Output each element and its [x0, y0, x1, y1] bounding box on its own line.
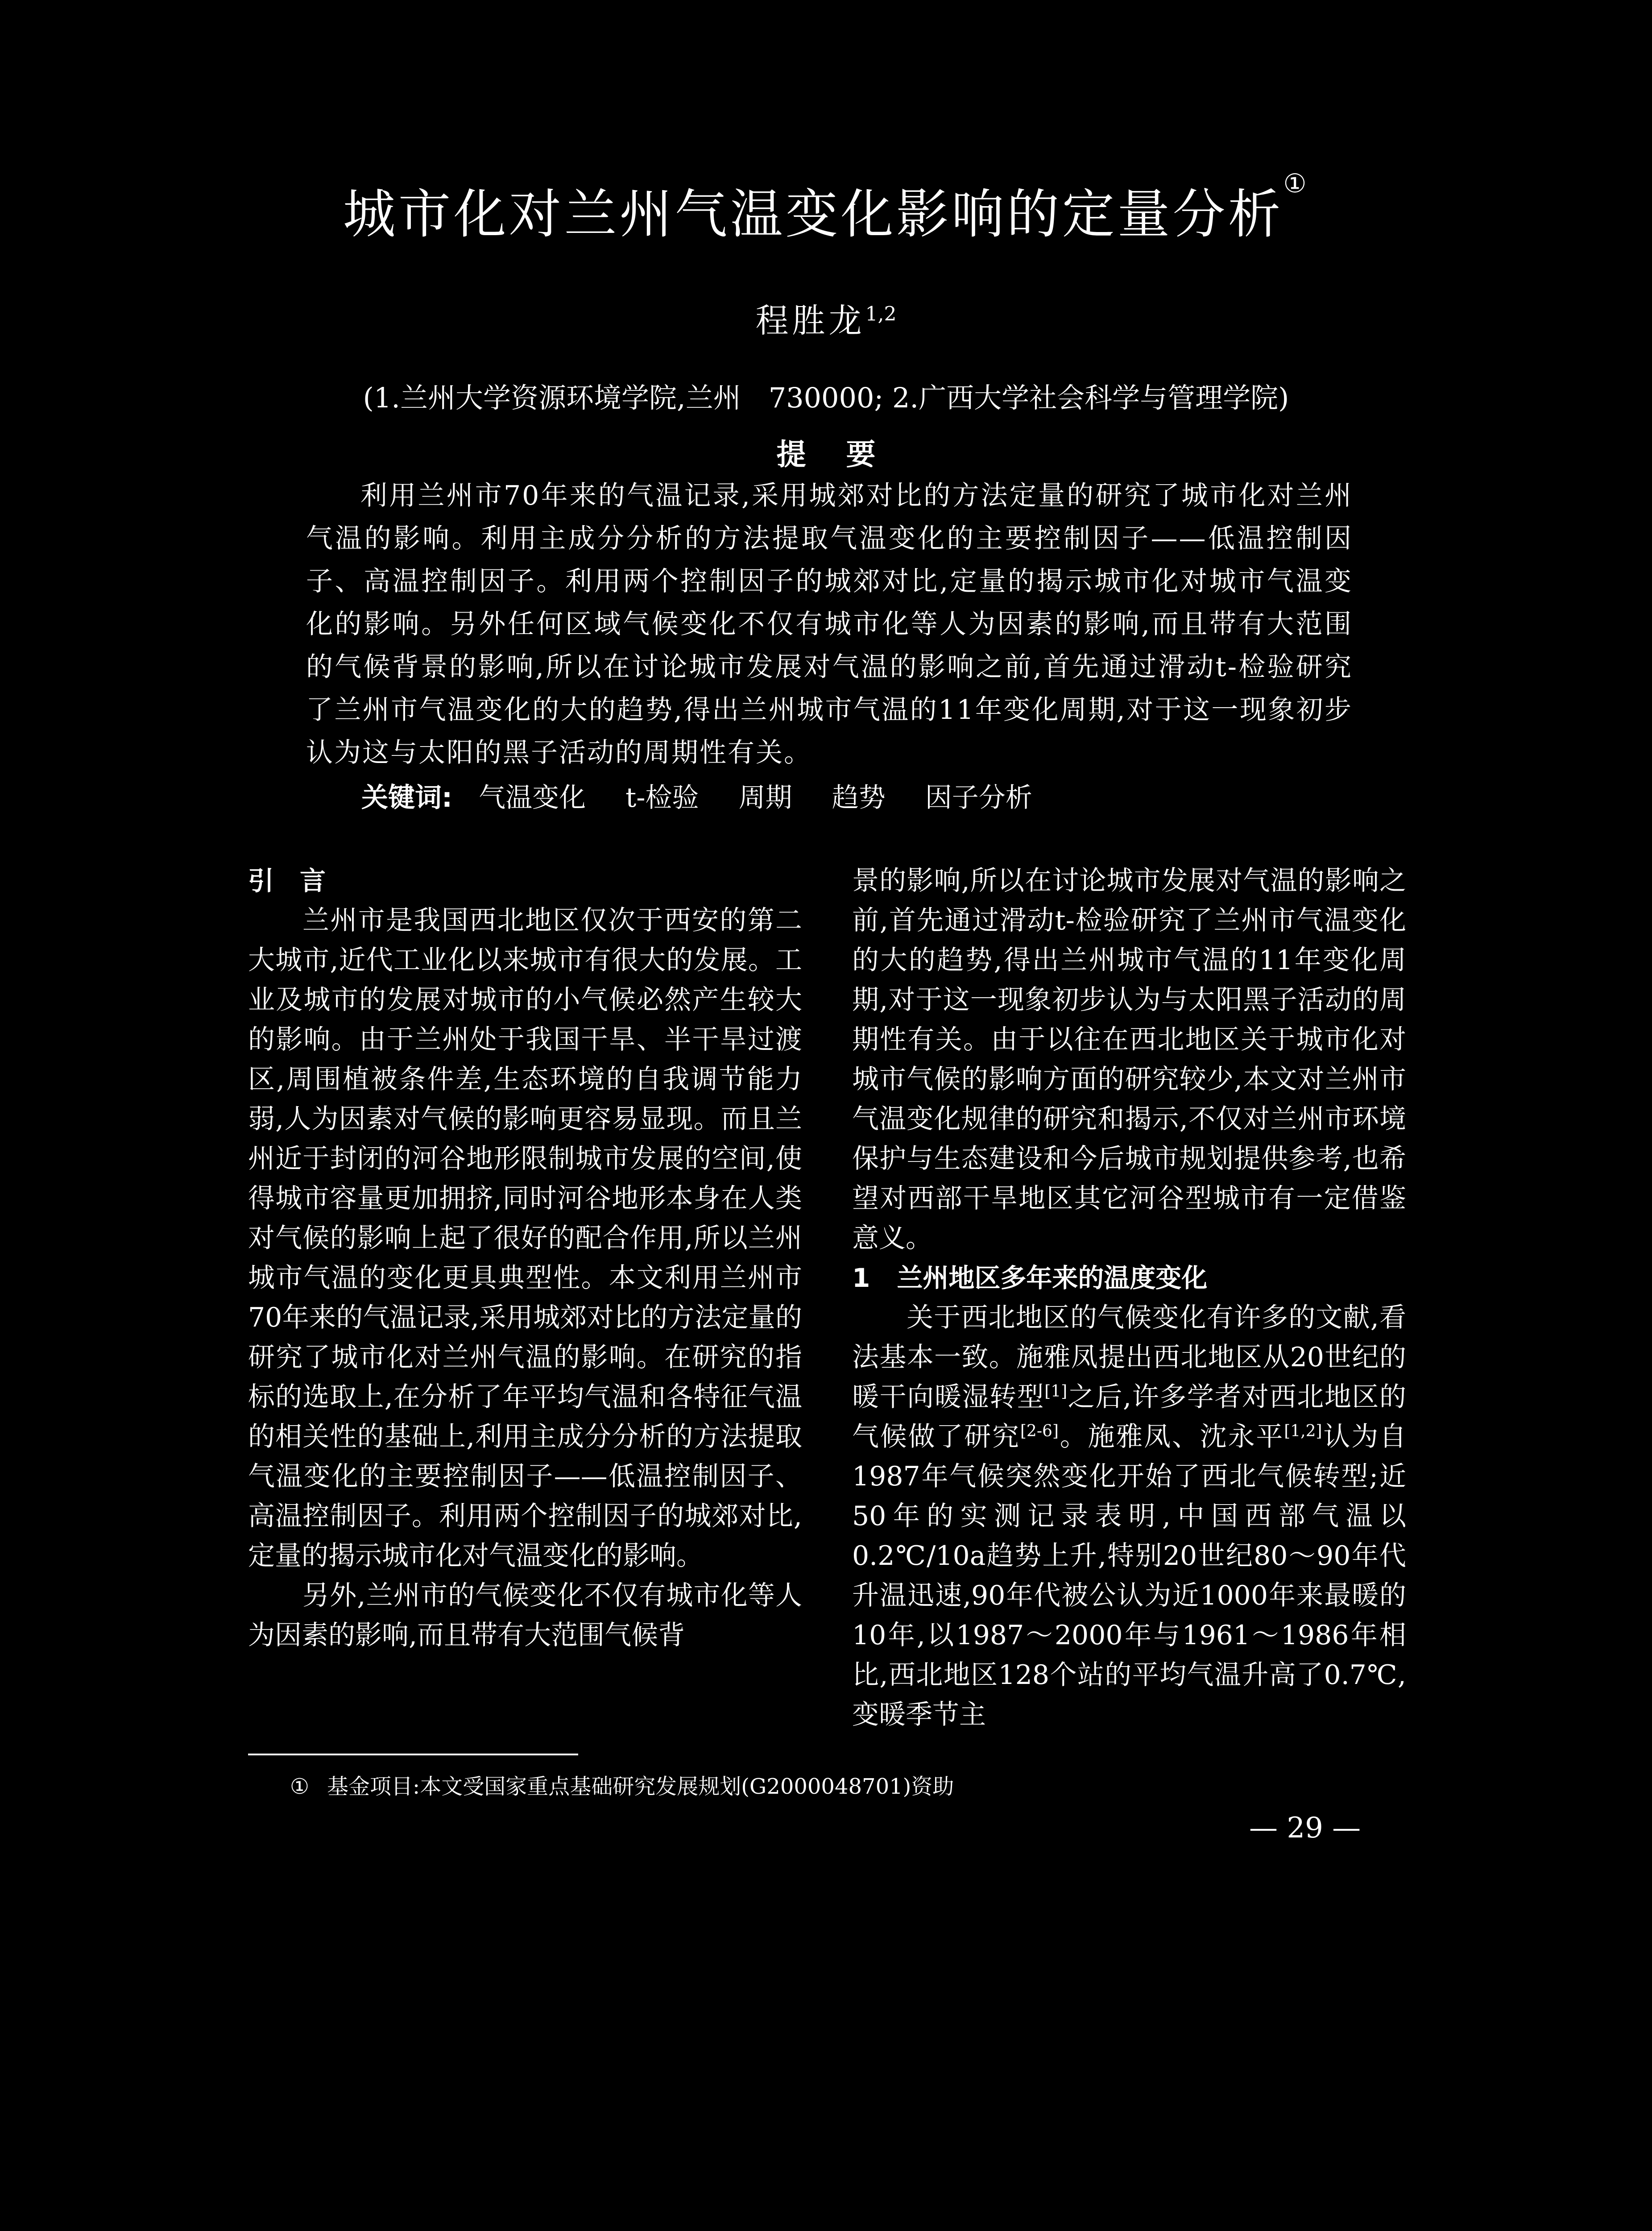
keywords: [361, 776, 1064, 815]
left-column: [248, 861, 802, 1655]
citation: [1,2]: [1284, 1422, 1322, 1440]
abstract-text: 利用兰州市70年来的气温记录,采用城郊对比的方法定量的研究了城市化对兰州气温的影响。利用主成分分析的方法提取气温变化的主要控制因子——低温控制因子、高温控制因子。利用两个控制因子的城郊对比,定量的揭示城市化对城市气温变化的影响。另外任何区域气候变化不仅有城市化等人为因素的影响,而且带有大范围的气候背景的影响,所以在讨论城市发展对气温的影响之前,首先通过滑动t-检验研究了兰州市气温变化的大的趋势,得出兰州城市气温的11年变化周期,对于这一现象初步认为这与太阳的黑子活动的周期性有关。: [306, 480, 1353, 768]
affiliation: (1.兰州大学资源环境学院,兰州 730000; 2.广西大学社会科学与管理学院): [363, 382, 1289, 414]
section-number: 1: [852, 1263, 870, 1293]
footnote-divider: [248, 1754, 578, 1755]
keyword: 因子分析: [925, 782, 1032, 813]
citation: [1]: [1044, 1382, 1068, 1401]
footnote-text: 基金项目:本文受国家重点基础研究发展规划(G2000048701)资助: [327, 1774, 954, 1799]
title-footnote-mark: ①: [1283, 168, 1309, 199]
keyword: t-检验: [625, 782, 699, 813]
citation: [2-6]: [1020, 1422, 1059, 1440]
intro-paragraph-2: 另外,兰州市的气候变化不仅有城市化等人为因素的影响,而且带有大范围气候背: [248, 1580, 802, 1651]
section-1-heading: [852, 1258, 1406, 1298]
keyword: 气温变化: [479, 782, 586, 813]
footnote-mark: ①: [290, 1774, 310, 1799]
intro-paragraph-1: 兰州市是我国西北地区仅次于西安的第二大城市,近代工业化以来城市有很大的发展。工业及城市的发展对城市的小气候必然产生较大的影响。由于兰州处于我国干旱、半干旱过渡区,周围植被条件差,生态环境的自我调节能力弱,人为因素对气候的影响更容易显现。而且兰州近于封闭的河谷地形限制城市发展的空间,使得城市容量更加拥挤,同时河谷地形本身在人类对气候的影响上起了很好的配合作用,所以兰州城市气温的变化更具典型性。本文利用兰州市70年来的气温记录,采用城郊对比的方法定量的研究了城市化对兰州气温的影响。在研究的指标的选取上,在分析了年平均气温和各特征气温的相关性的基础上,利用主成分分析的方法提取气温变化的主要控制因子——低温控制因子、高温控制因子。利用两个控制因子的城郊对比,定量的揭示城市化对气温变化的影响。: [248, 905, 802, 1572]
section-title: 兰州地区多年来的温度变化: [897, 1263, 1208, 1293]
abstract-heading: 提要: [776, 437, 916, 472]
intro-paragraph-2-continued: 景的影响,所以在讨论城市发展对气温的影响之前,首先通过滑动t-检验研究了兰州市气温变化的大的趋势,得出兰州城市气温的11年变化周期,对于这一现象初步认为与太阳黑子活动的周期性有关。由于以往在西北地区关于城市化对城市气候的影响方面的研究较少,本文对兰州市气温变化规律的研究和揭示,不仅对兰州市环境保护与生态建设和今后城市规划提供参考,也希望对西部干旱地区其它河谷型城市有一定借鉴意义。: [852, 865, 1406, 1254]
keyword: 周期: [738, 782, 792, 813]
right-column: [852, 861, 1406, 1735]
author-affiliation-mark: 1,2: [865, 303, 897, 326]
author: [0, 294, 1652, 342]
author-name: 程胜龙: [755, 302, 865, 340]
section-1-paragraph: 关于西北地区的气候变化有许多的文献,看法基本一致。施雅凤提出西北地区从20世纪的暖干向暖湿转型[1]之后,许多学者对西北地区的气候做了研究[2-6]。施雅凤、沈永平[1,2]认为自1987年气候突然变化开始了西北气候转型;近50年的实测记录表明,中国西部气温以0.2℃/10a趋势上升,特别20世纪80～90年代升温迅速,90年代被公认为近1000年来最暖的10年,以1987～2000年与1961～1986年相比,西北地区128个站的平均气温升高了0.7℃,变暖季节主: [852, 1302, 1407, 1730]
page-number: — 29 —: [1249, 1812, 1361, 1845]
intro-heading: 引 言: [248, 866, 326, 896]
keywords-label: 关键词:: [361, 782, 452, 813]
keyword: 趋势: [832, 782, 886, 813]
paper-title: 城市化对兰州气温变化影响的定量分析①: [343, 168, 1309, 245]
footnote: [290, 1769, 954, 1800]
